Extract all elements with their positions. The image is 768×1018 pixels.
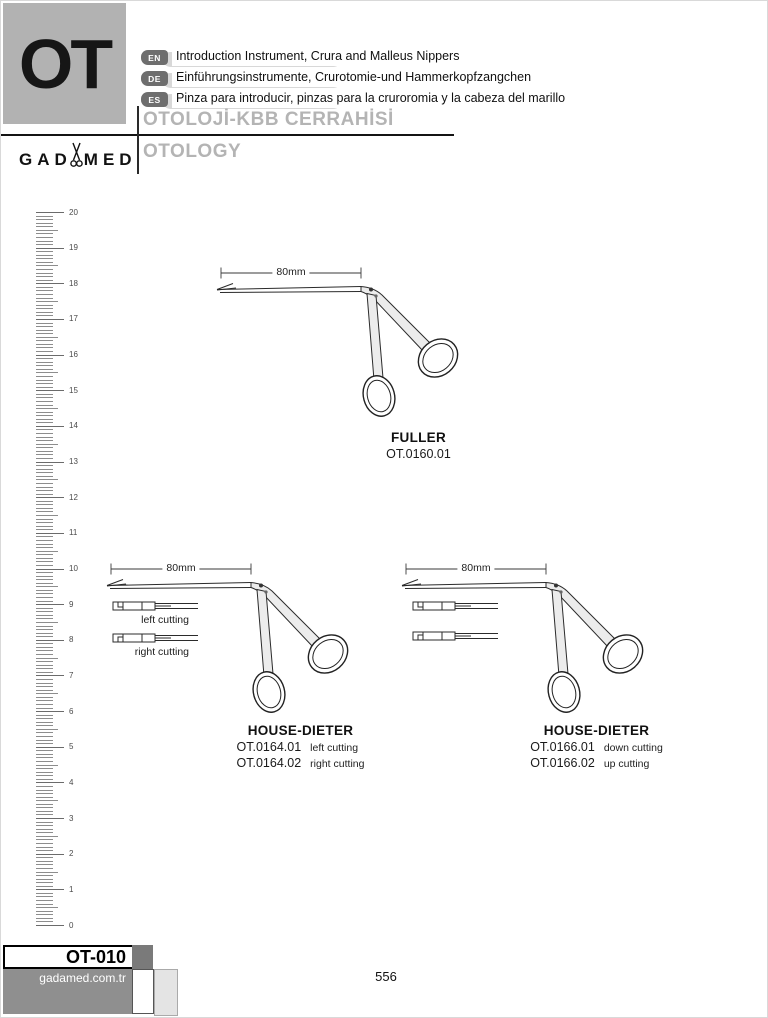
description-es: Pinza para introducir, pinzas para la cruroromia y la cabeza del marillo [172,90,570,108]
header-divider [1,134,454,136]
category-code: OT [18,24,111,103]
footer-website-box: gadamed.com.tr [3,969,132,1014]
language-row-de [141,69,532,89]
forceps-drawing [211,263,471,428]
section-title-turkish: OTOLOJİ-KBB CERRAHİSİ [143,109,394,130]
description-de: Einführungsinstrumente, Crurotomie-und Hammerkopfzangchen [172,69,536,87]
product-code: OT.0164.01 [236,740,302,754]
instrument-house-dieter-left-right [101,559,361,724]
language-badge-es: ES [141,92,168,107]
ruler: 20 19 18 17 16 15 14 13 12 11 10 9 8 7 6 5 4 3 2 1 0 [36,212,116,927]
language-badge-de: DE [141,71,168,86]
section-title-english: OTOLOGY [143,141,242,162]
product-code-row [237,756,365,772]
page-number: 556 [375,969,397,984]
product-code-row [530,740,663,756]
product-block-house-dieter-1 [213,723,388,772]
language-row-es [141,90,566,110]
footer-dark-square [132,945,153,969]
dimension-label: 80mm [457,562,494,574]
product-variant: down cutting [603,742,663,754]
footer-white-box [132,969,154,1014]
product-code-row [237,740,365,756]
dimension-label: 80mm [272,266,309,278]
footer-light-box [154,969,178,1016]
jaw-tip-drawing-left [109,599,201,613]
jaw-tip-drawing-down [409,599,501,613]
category-code-box [3,3,126,124]
header-vertical-divider [137,106,139,174]
instrument-house-dieter-down-up [396,559,656,724]
brand-right: MED [83,150,137,169]
tip-label-left: left cutting [141,614,189,626]
product-block-fuller [341,430,496,463]
brand-left: GAD [19,150,72,169]
product-code-row [386,447,451,462]
product-name: HOUSE-DIETER [543,723,650,738]
jaw-tip-drawing-up [409,629,501,643]
product-name: HOUSE-DIETER [247,723,354,738]
product-code: OT.0164.02 [236,755,302,770]
jaw-tip-drawing-right [109,631,201,645]
product-variant: right cutting [310,757,365,770]
instrument-fuller [211,263,471,428]
section-code-box: OT-010 [3,945,134,969]
scissors-icon [70,142,83,169]
product-block-house-dieter-2 [509,723,684,772]
product-name: FULLER [390,430,447,445]
product-variant: left cutting [310,742,359,754]
product-code: OT.0160.01 [386,447,451,461]
language-badge-en: EN [141,50,168,65]
description-en: Introduction Instrument, Crura and Malleus Nippers [172,48,464,66]
brand-logo [19,142,135,170]
language-row-en [141,48,471,68]
product-code: OT.0166.02 [530,755,595,770]
product-code: OT.0166.01 [530,740,595,754]
product-code-row [530,756,663,772]
tip-label-right: right cutting [134,646,189,658]
product-variant: up cutting [603,757,650,770]
dimension-label: 80mm [162,562,199,574]
